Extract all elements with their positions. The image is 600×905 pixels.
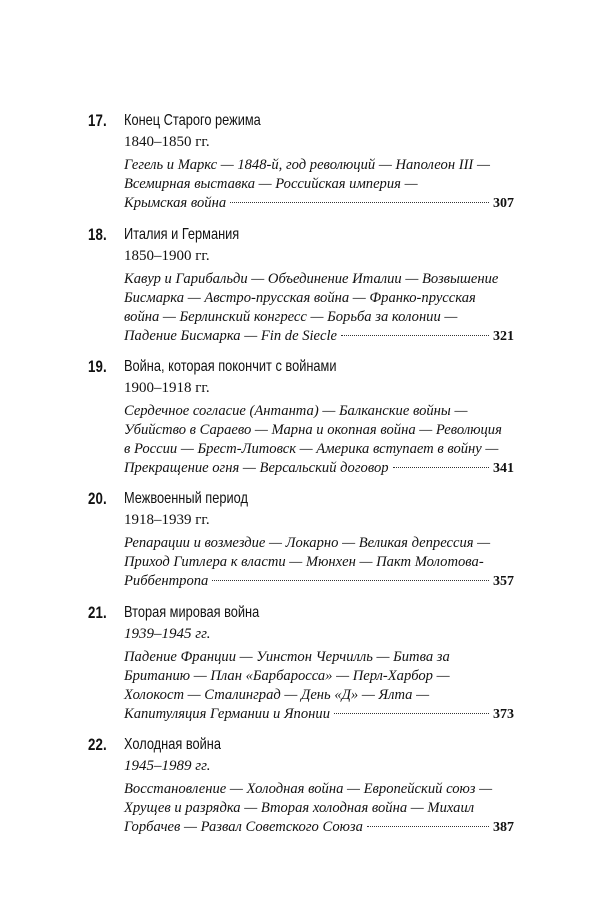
dot-leader xyxy=(230,201,489,203)
topic-line: Восстановление — Холодная война — Европейский союз — xyxy=(124,781,493,797)
page-number: 373 xyxy=(493,707,514,722)
chapter-number: 18. xyxy=(88,225,107,244)
page-number: 321 xyxy=(493,329,514,344)
chapter-number: 22. xyxy=(88,735,107,754)
chapter-topics xyxy=(124,156,514,213)
chapter-title: Вторая мировая война xyxy=(124,604,260,621)
topic-line: Риббентропа xyxy=(124,573,209,589)
topic-line: Кавур и Гарибальди — Объединение Италии — Возвышение xyxy=(124,271,499,287)
topic-line: Крымская война xyxy=(124,195,227,211)
dot-leader xyxy=(334,712,489,714)
topic-line: Убийство в Сараево — Марна и окопная война — Революция xyxy=(124,422,502,438)
topic-line: Британию — План «Барбаросса» — Перл-Харбор — xyxy=(124,668,450,684)
dot-leader xyxy=(367,825,489,827)
chapter-title: Конец Старого режима xyxy=(124,112,261,129)
chapter-title: Война, которая покончит с войнами xyxy=(124,358,337,375)
chapter-years: 1918–1939 гг. xyxy=(124,512,210,528)
chapter-topics xyxy=(124,780,514,837)
topic-line: Бисмарка — Австро-прусская война — Франко-прусская xyxy=(124,290,476,306)
chapter-title: Италия и Германия xyxy=(124,226,240,243)
topic-last-line xyxy=(124,705,514,724)
chapter-years: 1939–1945 гг. xyxy=(124,626,211,642)
topic-line: Прекращение огня — Версальский договор xyxy=(124,460,389,476)
page-number: 341 xyxy=(493,461,514,476)
topic-last-line xyxy=(124,327,514,346)
chapter-topics xyxy=(124,648,514,724)
topic-line: Гегель и Маркс — 1848-й, год революций — Наполеон III — xyxy=(124,157,490,173)
dot-leader xyxy=(341,334,489,336)
chapter-title: Холодная война xyxy=(124,736,221,753)
topic-last-line xyxy=(124,572,514,591)
topic-line: в России — Брест-Литовск — Америка вступает в войну — xyxy=(124,441,499,457)
chapter-years: 1840–1850 гг. xyxy=(124,134,210,150)
topic-line: война — Берлинский конгресс — Борьба за колонии — xyxy=(124,309,458,325)
topic-last-line xyxy=(124,194,514,213)
chapter-number: 17. xyxy=(88,111,107,130)
topic-line: Всемирная выставка — Российская империя — xyxy=(124,176,418,192)
topic-line: Капитуляция Германии и Японии xyxy=(124,706,330,722)
page-number: 387 xyxy=(493,820,514,835)
dot-leader xyxy=(212,579,489,581)
chapter-topics xyxy=(124,534,514,591)
chapter-number: 20. xyxy=(88,489,107,508)
chapter-number: 21. xyxy=(88,603,107,622)
chapter-title: Межвоенный период xyxy=(124,490,248,507)
topic-line: Холокост — Сталинград — День «Д» — Ялта — xyxy=(124,687,430,703)
chapter-number: 19. xyxy=(88,357,107,376)
topic-line: Падение Бисмарка — Fin de Siecle xyxy=(124,328,338,344)
page-number: 307 xyxy=(493,196,514,211)
topic-last-line xyxy=(124,459,514,478)
page-number: 357 xyxy=(493,574,514,589)
topic-last-line xyxy=(124,818,514,837)
chapter-years: 1900–1918 гг. xyxy=(124,380,210,396)
chapter-years: 1850–1900 гг. xyxy=(124,248,210,264)
chapter-topics xyxy=(124,270,514,346)
chapter-topics xyxy=(124,402,514,478)
topic-line: Репарации и возмездие — Локарно — Великая депрессия — xyxy=(124,535,491,551)
topic-line: Приход Гитлера к власти — Мюнхен — Пакт Молотова- xyxy=(124,554,484,570)
topic-line: Горбачев — Развал Советского Союза xyxy=(124,819,363,835)
topic-line: Хрущев и разрядка — Вторая холодная война — Михаил xyxy=(124,800,475,816)
topic-line: Падение Франции — Уинстон Черчилль — Битва за xyxy=(124,649,450,665)
topic-line: Сердечное согласие (Антанта) — Балканские войны — xyxy=(124,403,468,419)
chapter-years: 1945–1989 гг. xyxy=(124,758,211,774)
dot-leader xyxy=(393,466,489,468)
